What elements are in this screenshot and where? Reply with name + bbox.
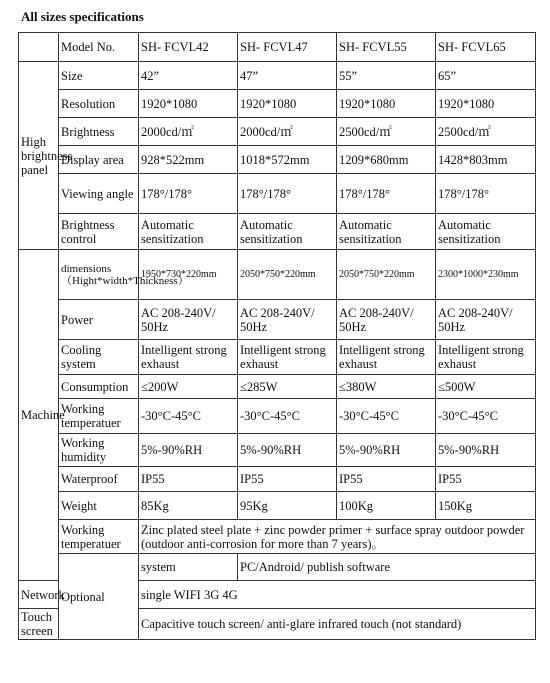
- table-row: [19, 340, 536, 375]
- cell: 1920*1080: [139, 90, 238, 118]
- cell: 1950*730*220mm: [139, 250, 238, 300]
- cell: 55”: [337, 62, 436, 90]
- cell: 5%-90%RH: [139, 434, 238, 467]
- cell: IP55: [139, 467, 238, 492]
- cell: 178°/178°: [337, 174, 436, 214]
- header-model-label: Model No.: [59, 33, 139, 62]
- cell: 178°/178°: [436, 174, 536, 214]
- cell: -30°C-45°C: [337, 399, 436, 434]
- cell: Automatic sensitization: [238, 214, 337, 250]
- group-label-optional: Optional: [59, 554, 139, 640]
- row-label: Display area: [59, 146, 139, 174]
- cell: 178°/178°: [139, 174, 238, 214]
- row-label: Viewing angle: [59, 174, 139, 214]
- table-row: [19, 399, 536, 434]
- cell: Intelligent strong exhaust: [337, 340, 436, 375]
- cell: single WIFI 3G 4G: [139, 581, 536, 609]
- cell: 2300*1000*230mm: [436, 250, 536, 300]
- row-label: Weight: [59, 492, 139, 520]
- cell: 65”: [436, 62, 536, 90]
- cell: Capacitive touch screen/ anti-glare infrared touch (not standard): [139, 609, 536, 640]
- header-model-65: SH- FCVL65: [436, 33, 536, 62]
- cell: 47”: [238, 62, 337, 90]
- cell: 2500cd/㎡: [436, 118, 536, 146]
- cell: AC 208-240V/ 50Hz: [238, 300, 337, 340]
- cell: ≤500W: [436, 375, 536, 399]
- cell: 2500cd/㎡: [337, 118, 436, 146]
- cell: 1018*572mm: [238, 146, 337, 174]
- cell: -30°C-45°C: [238, 399, 337, 434]
- cell: 1428*803mm: [436, 146, 536, 174]
- row-label: Waterproof: [59, 467, 139, 492]
- cell: 5%-90%RH: [337, 434, 436, 467]
- row-label: Brightness control: [59, 214, 139, 250]
- cell: 1209*680mm: [337, 146, 436, 174]
- table-row: [19, 520, 536, 554]
- cell: 1920*1080: [238, 90, 337, 118]
- table-row: [19, 146, 536, 174]
- cell: Intelligent strong exhaust: [139, 340, 238, 375]
- cell: 2000cd/㎡: [139, 118, 238, 146]
- cell: 1920*1080: [337, 90, 436, 118]
- cell: Intelligent strong exhaust: [238, 340, 337, 375]
- corner-cell: [19, 33, 59, 62]
- header-model-42: SH- FCVL42: [139, 33, 238, 62]
- cell: ≤285W: [238, 375, 337, 399]
- cell: Intelligent strong exhaust: [436, 340, 536, 375]
- cell: 5%-90%RH: [238, 434, 337, 467]
- table-row: [19, 492, 536, 520]
- table-row: [19, 174, 536, 214]
- row-label: Cooling system: [59, 340, 139, 375]
- cell: 85Kg: [139, 492, 238, 520]
- row-label: Brightness: [59, 118, 139, 146]
- cell: ≤200W: [139, 375, 238, 399]
- group-label-panel: High brightness panel: [19, 62, 59, 250]
- row-label: Working humidity: [59, 434, 139, 467]
- cell: 2000cd/㎡: [238, 118, 337, 146]
- table-row: [19, 250, 536, 300]
- coating-cell: Zinc plated steel plate + zinc powder primer + surface spray outdoor powder (outdoor anti-corrosion for more than 7 years)。: [139, 520, 536, 554]
- table-row: [19, 118, 536, 146]
- cell: IP55: [238, 467, 337, 492]
- row-label: Working temperatuer: [59, 520, 139, 554]
- table-row: [19, 375, 536, 399]
- page-title: All sizes specifications: [21, 9, 144, 24]
- spec-table: [18, 32, 536, 640]
- cell: 2050*750*220mm: [337, 250, 436, 300]
- cell: AC 208-240V/ 50Hz: [436, 300, 536, 340]
- group-label-machine: Machine: [19, 250, 59, 581]
- header-model-47: SH- FCVL47: [238, 33, 337, 62]
- cell: Automatic sensitization: [337, 214, 436, 250]
- table-row: [19, 300, 536, 340]
- header-model-55: SH- FCVL55: [337, 33, 436, 62]
- row-label: Working temperatuer: [59, 399, 139, 434]
- cell: IP55: [436, 467, 536, 492]
- cell: PC/Android/ publish software: [238, 554, 536, 581]
- table-row: [19, 62, 536, 90]
- cell: AC 208-240V/ 50Hz: [337, 300, 436, 340]
- cell: 42”: [139, 62, 238, 90]
- row-label: system: [139, 554, 238, 581]
- row-label: Network: [19, 581, 59, 609]
- cell: 95Kg: [238, 492, 337, 520]
- cell: 2050*750*220mm: [238, 250, 337, 300]
- row-label: Touch screen: [19, 609, 59, 640]
- cell: AC 208-240V/ 50Hz: [139, 300, 238, 340]
- cell: Automatic sensitization: [436, 214, 536, 250]
- row-label: Size: [59, 62, 139, 90]
- cell: Automatic sensitization: [139, 214, 238, 250]
- table-row: [19, 467, 536, 492]
- table-row: [19, 214, 536, 250]
- table-row: [19, 554, 536, 581]
- cell: 178°/178°: [238, 174, 337, 214]
- cell: 150Kg: [436, 492, 536, 520]
- cell: -30°C-45°C: [436, 399, 536, 434]
- cell: 100Kg: [337, 492, 436, 520]
- cell: ≤380W: [337, 375, 436, 399]
- cell: 1920*1080: [436, 90, 536, 118]
- row-label: Consumption: [59, 375, 139, 399]
- cell: IP55: [337, 467, 436, 492]
- row-label: Power: [59, 300, 139, 340]
- cell: 5%-90%RH: [436, 434, 536, 467]
- row-label: Resolution: [59, 90, 139, 118]
- table-row: [19, 434, 536, 467]
- table-header-row: [19, 33, 536, 62]
- cell: -30°C-45°C: [139, 399, 238, 434]
- table-row: [19, 90, 536, 118]
- cell: 928*522mm: [139, 146, 238, 174]
- row-label: dimensions（Hight*width*Thickness）: [59, 250, 139, 300]
